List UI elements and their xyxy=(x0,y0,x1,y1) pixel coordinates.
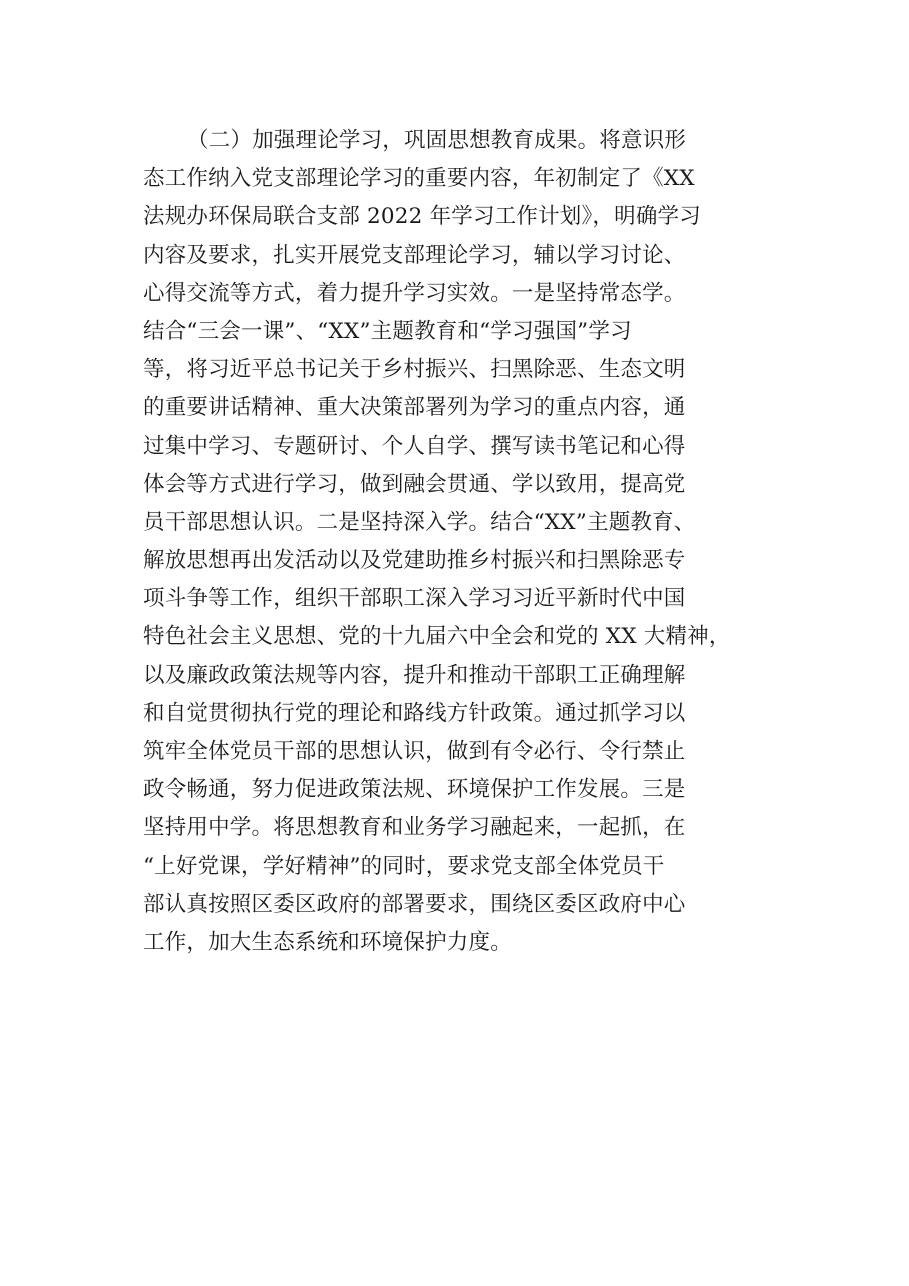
paragraph-line: 和自觉贯彻执行党的理论和路线方针政策。通过抓学习以 xyxy=(143,700,686,726)
paragraph-line: 以及廉政政策法规等内容，提升和推动干部职工正确理解 xyxy=(143,662,686,688)
paragraph-line: 过集中学习、专题研讨、个人自学、撰写读书笔记和心得 xyxy=(143,433,686,459)
paragraph-line: 法规办环保局联合支部 2022 年学习工作计划》，明确学习 xyxy=(143,204,701,230)
paragraph-line: 的重要讲话精神、重大决策部署列为学习的重点内容，通 xyxy=(143,395,686,421)
paragraph-line: 工作，加大生态系统和环境保护力度。 xyxy=(143,929,512,955)
paragraph-theory-study xyxy=(143,122,803,962)
paragraph-line: 政令畅通，努力促进政策法规、环境保护工作发展。三是 xyxy=(143,777,686,803)
paragraph-line: 心得交流等方式，着力提升学习实效。一是坚持常态学。 xyxy=(143,280,686,306)
paragraph-line: 坚持用中学。将思想教育和业务学习融起来，一起抓，在 xyxy=(143,815,686,841)
paragraph-line: 等，将习近平总书记关于乡村振兴、扫黑除恶、生态文明 xyxy=(143,357,686,383)
paragraph-line: 部认真按照区委区政府的部署要求，围绕区委区政府中心 xyxy=(143,891,686,917)
paragraph-line: “上好党课，学好精神”的同时，要求党支部全体党员干 xyxy=(143,853,665,879)
paragraph-line: 解放思想再出发活动以及党建助推乡村振兴和扫黑除恶专 xyxy=(143,548,686,574)
paragraph-line: 态工作纳入党支部理论学习的重要内容，年初制定了《XX xyxy=(143,166,695,192)
paragraph-line: 筑牢全体党员干部的思想认识，做到有令必行、令行禁止 xyxy=(143,739,686,764)
paragraph-line: 员干部思想认识。二是坚持深入学。结合“XX”主题教育、 xyxy=(143,509,696,535)
paragraph-line: 项斗争等工作，组织干部职工深入学习习近平新时代中国 xyxy=(143,586,686,612)
paragraph-line: （二）加强理论学习，巩固思想教育成果。将意识形 xyxy=(187,128,687,153)
paragraph-line: 内容及要求，扎实开展党支部理论学习，辅以学习讨论、 xyxy=(143,242,686,268)
paragraph-line: 特色社会主义思想、党的十九届六中全会和党的 XX 大精神， xyxy=(143,624,731,650)
paragraph-line: 体会等方式进行学习，做到融会贯通、学以致用，提高党 xyxy=(143,471,686,497)
paragraph-line: 结合“三会一课”、“XX”主题教育和“学习强国”学习 xyxy=(143,318,632,344)
